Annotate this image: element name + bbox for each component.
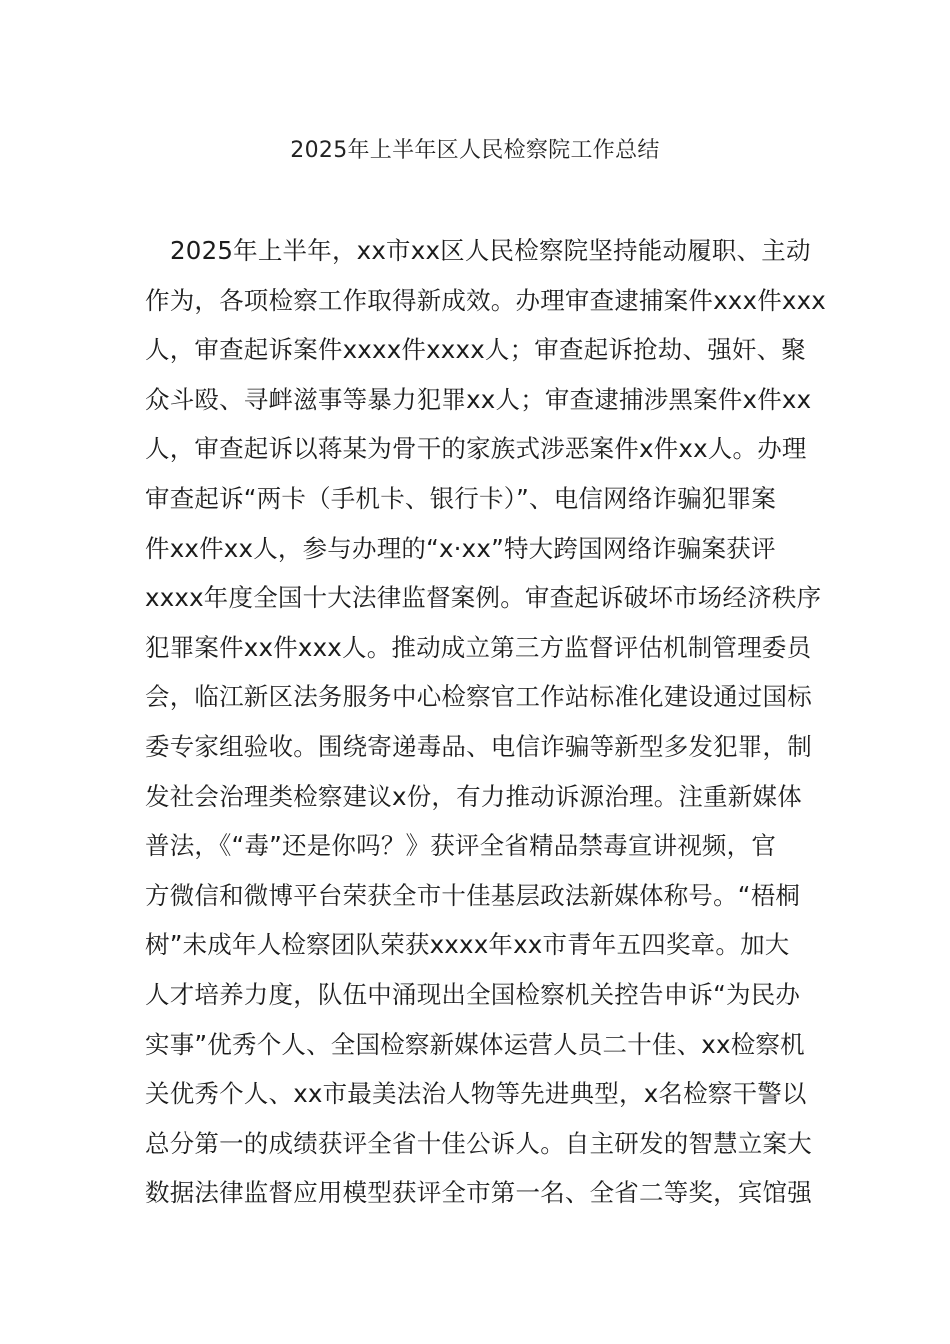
body-line: 普法，《“毒”还是你吗？》获评全省精品禁毒宣讲视频，官 — [145, 831, 777, 861]
body-line: 2025年上半年，xx市xx区人民检察院坚持能动履职、主动 — [170, 236, 811, 265]
body-line: 人，审查起诉案件xxxx件xxxx人；审查起诉抢劫、强奸、聚 — [145, 335, 806, 365]
body-line: 树”未成年人检察团队荣获xxxx年xx市青年五四奖章。加大 — [145, 930, 790, 960]
body-line: 人才培养力度，队伍中涌现出全国检察机关控告申诉“为民办 — [145, 979, 801, 1009]
body-line: 犯罪案件xx件xxx人。推动成立第三方监督评估机制管理委员 — [145, 632, 812, 662]
body-line: 审查起诉“两卡（手机卡、银行卡）”、电信网络诈骗犯罪案 — [145, 483, 777, 513]
body-line: 数据法律监督应用模型获评全市第一名、全省二等奖，宾馆强 — [145, 1178, 812, 1208]
body-line: 委专家组验收。围绕寄递毒品、电信诈骗等新型多发犯罪，制 — [145, 731, 812, 761]
document-title: 2025年上半年区人民检察院工作总结 — [290, 138, 660, 163]
body-line: 总分第一的成绩获评全省十佳公诉人。自主研发的智慧立案大 — [145, 1128, 812, 1158]
body-line: 众斗殴、寻衅滋事等暴力犯罪xx人；审查逮捕涉黑案件x件xx — [145, 384, 812, 414]
body-line: 实事”优秀个人、全国检察新媒体运营人员二十佳、xx检察机 — [145, 1029, 805, 1059]
document-body — [145, 226, 826, 1218]
body-line: 发社会治理类检察建议x份，有力推动诉源治理。注重新媒体 — [145, 781, 802, 811]
body-line: 方微信和微博平台荣获全市十佳基层政法新媒体称号。“梧桐 — [145, 880, 801, 910]
body-line: xxxx年度全国十大法律监督案例。审查起诉破坏市场经济秩序 — [145, 583, 822, 613]
body-line: 作为，各项检察工作取得新成效。办理审查逮捕案件xxx件xxx — [145, 285, 826, 315]
body-line: 关优秀个人、xx市最美法治人物等先进典型，x名检察干警以 — [145, 1079, 807, 1109]
body-line: 会，临江新区法务服务中心检察官工作站标准化建设通过国标 — [145, 682, 812, 712]
body-line: 件xx件xx人，参与办理的“x·xx”特大跨国网络诈骗案获评 — [145, 533, 776, 563]
body-line: 人，审查起诉以蒋某为骨干的家族式涉恶案件x件xx人。办理 — [145, 434, 807, 464]
